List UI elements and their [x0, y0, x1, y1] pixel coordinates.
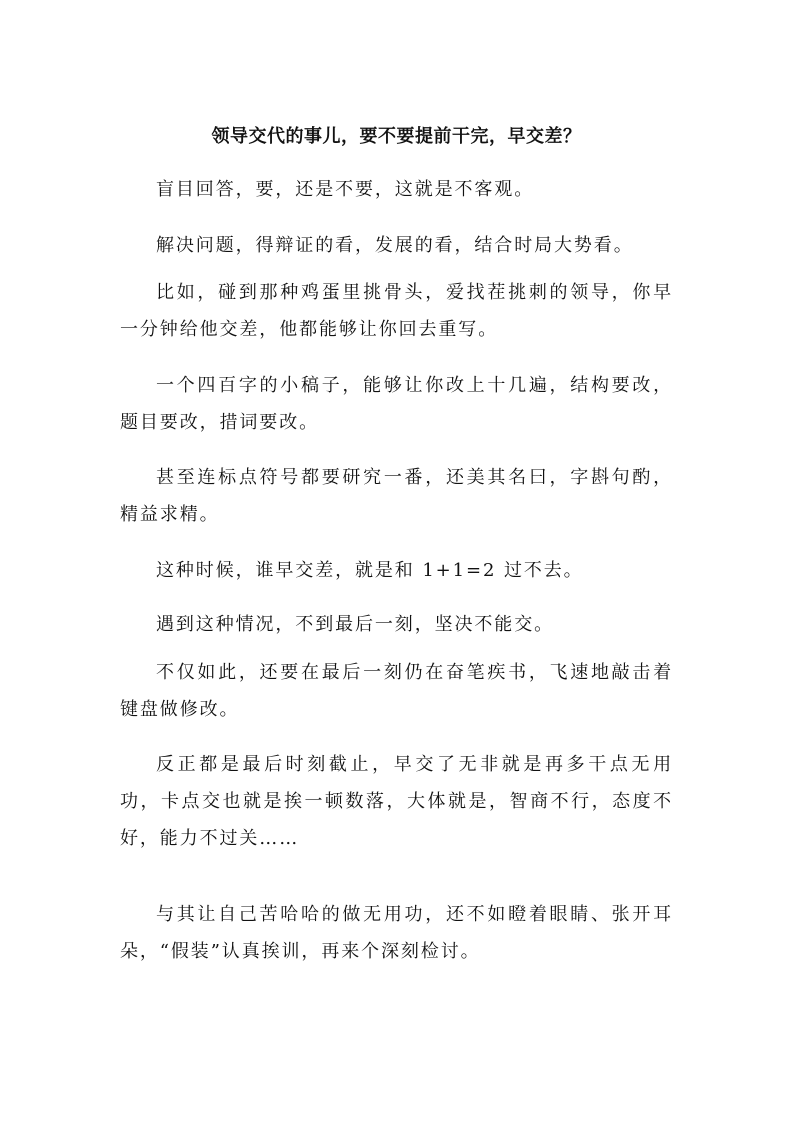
paragraph: 解决问题，得辩证的看，发展的看，结合时局大势看。	[156, 235, 634, 256]
paragraph: 甚至连标点符号都要研究一番，还美其名曰，字斟句酌，精益求精。	[120, 467, 673, 525]
paragraph: 遇到这种情况，不到最后一刻，坚决不能交。	[156, 614, 554, 635]
paragraph: 反正都是最后时刻截止，早交了无非就是再多干点无用功，卡点交也就是挨一顿数落，大体就是，智商不行，态度不好，能力不过关……	[120, 754, 673, 849]
paragraph: 盲目回答，要，还是不要，这就是不客观。	[156, 179, 535, 200]
paragraph: 一个四百字的小稿子，能够让你改上十几遍，结构要改，题目要改，措词要改。	[120, 375, 673, 433]
paragraph: 与其让自己苦哈哈的做无用功，还不如瞪着眼睛、张开耳朵，“假装”认真挨训，再来个深刻检讨。	[120, 904, 673, 962]
document-title: 领导交代的事儿，要不要提前干完，早交差？	[211, 126, 582, 147]
paragraph: 不仅如此，还要在最后一刻仍在奋笔疾书，飞速地敲击着键盘做修改。	[120, 662, 673, 720]
paragraph: 这种时候，谁早交差，就是和 1+1=2 过不去。	[156, 560, 584, 581]
paragraph: 比如，碰到那种鸡蛋里挑骨头，爱找茬挑刺的领导，你早一分钟给他交差，他都能够让你回去重写。	[120, 282, 673, 340]
